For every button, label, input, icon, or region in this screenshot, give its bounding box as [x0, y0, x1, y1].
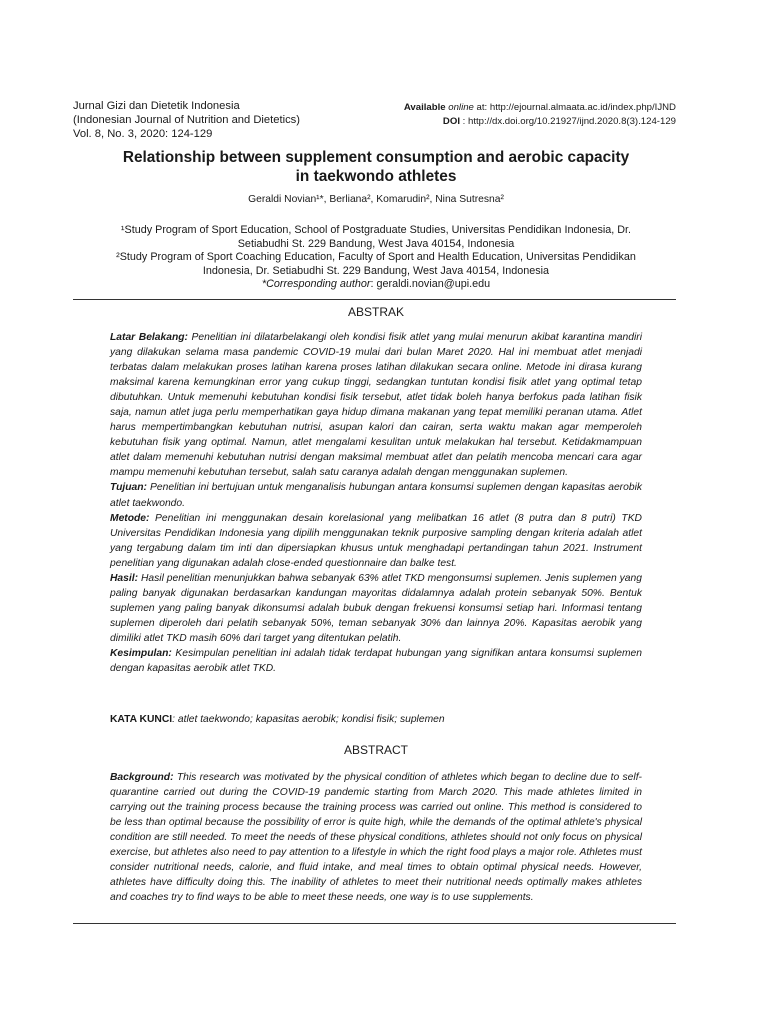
top-divider	[73, 299, 676, 300]
keywords	[110, 714, 650, 725]
doi-label: DOI	[442, 115, 460, 127]
corresponding-author: *Corresponding author: geraldi.novian@upi.edu	[261, 278, 491, 290]
abstrak-metode: Metode: Penelitian ini menggunakan desain korelasional yang melibatkan 16 atlet (8 putra dan 8 putri) TKD Universitas Pendidikan Indonesia yang dipilih menggunakan teknik purposive sampling dengan kriteria adalah atlet yang tergabung dalam tim inti dan dipersiapkan khusus untuk menghadapi pertandingan tahun 2021. Instrument penelitian yang digunakan adalah close-ended questionnaire dan balke test.	[110, 512, 642, 569]
abstrak-heading: ABSTRAK	[347, 305, 404, 319]
journal-header	[73, 99, 300, 141]
abstrak-hasil: Hasil: Hasil penelitian menunjukkan bahwa sebanyak 63% atlet TKD mengonsumsi suplemen. Jenis suplemen yang paling banyak digunakan berdasarkan kandungan mayoritas didalamnya adalah protein sebanyak 50%. Bentuk suplemen yang paling banyak dikonsumsi adalah bubuk dengan frekuensi konsumsi setiap hari. Informasi tentang suplemen diperoleh dari pelatih sebanyak 50%, teman sebanyak 30% dan lainnya 20%. Kapasitas aerobik yang dimiliki atlet TKD masih 60% dari target yang ditentukan pelatih.	[110, 572, 642, 644]
journal-volume: Vol. 8, No. 3, 2020: 124-129	[73, 128, 213, 140]
journal-name: Jurnal Gizi dan Dietetik Indonesia	[73, 100, 240, 112]
author-list: Geraldi Novian¹*, Berliana², Komarudin², Nina Sutresna²	[248, 194, 504, 205]
corresponding-email[interactable]: : geraldi.novian@upi.edu	[370, 278, 491, 290]
abstract-heading: ABSTRACT	[343, 743, 408, 757]
affiliation-2: ²Study Program of Sport Coaching Education, Faculty of Sport and Health Education, Universitas Pendidikan	[116, 251, 636, 263]
affiliation-1: ¹Study Program of Sport Education, School of Postgraduate Studies, Universitas Pendidikan Indonesia, Dr.	[120, 224, 632, 236]
abstract-background: Background: This research was motivated by the physical condition of athletes which began to decline due to self-quarantine carried out during the COVID-19 pandemic starting from March 2020. This made athletes limited in carrying out the training process because the training process was carried out online. This method is considered to be less than optimal because the possibility of error is quite high, while the demands of the optimal athlete's physical condition are still needed. To meet the needs of these physical conditions, athletes should not only focus on physical exercise, but athletes also need to pay attention to a lifestyle in which the right food plays a major role. Athletes must consider nutritional needs, calorie, and fluid intake, and meal times to obtain optimal physical needs. However, athletes have difficulty doing this. The inability of athletes to meet their nutritional needs optimally makes athletes and coaches try to find ways to be able to meet these needs, one way is to use supplements.	[110, 772, 642, 904]
journal-url[interactable]: at: http://ejournal.almaata.ac.id/index.php/IJND	[473, 102, 676, 113]
keywords-label: KATA KUNCI	[110, 714, 173, 725]
journal-links	[404, 101, 676, 128]
paper-title: Relationship between supplement consumption and aerobic capacity in taekwondo athletes	[122, 149, 630, 185]
availability-line: Available online at: http://ejournal.almaata.ac.id/index.php/IJND	[403, 102, 676, 113]
online-word: online	[448, 102, 474, 113]
abstrak-tujuan: Tujuan: Penelitian ini bertujuan untuk menganalisis hubungan antara konsumsi suplemen dengan kapasitas aerobik atlet taekwondo.	[110, 482, 642, 509]
doi-url[interactable]: : http://dx.doi.org/10.21927/ijnd.2020.8(3).124-129	[459, 115, 676, 127]
journal-name-english: (Indonesian Journal of Nutrition and Dietetics)	[73, 114, 300, 126]
keywords-list: : atlet taekwondo; kapasitas aerobik; kondisi fisik; suplemen	[172, 714, 445, 725]
bottom-divider	[73, 923, 676, 924]
doi-line	[404, 115, 676, 129]
abstrak-body	[110, 330, 642, 676]
abstract-body	[110, 770, 642, 905]
affiliations: ¹Study Program of Sport Education, School of Postgraduate Studies, Universitas Pendidikan Indonesia, Dr. Setiabudhi St. 229 Bandung, West Java 40154, Indonesia ²Study Program of Sport Coaching Education, Faculty of Sport and Health Education, Universitas Pendidikan Indonesia, Dr. Setiabudhi St. 229 Bandung, West Java 40154, Indonesia *Corresponding author: geraldi.novian@upi.edu	[70, 224, 682, 292]
abstrak-latar-belakang: Latar Belakang: Penelitian ini dilatarbelakangi oleh kondisi fisik atlet yang mulai menurun akibat karantina mandiri yang dilakukan selama masa pandemic COVID-19 mulai dari bulan Maret 2020. Hal ini membuat atlet menjadi terbatas dalam melakukan proses latihan karena proses latihan dilakukan secara online. Metode ini dirasa kurang maksimal karena kemungkinan error yang cukup tinggi, sedangkan tuntutan kondisi fisik atlet yang optimal tetap dibutuhkan. Untuk memenuhi kebutuhan kondisi fisik tersebut, atlet tidak boleh hanya berfokus pada latihan fisik saja, namun atlet juga perlu memperhatikan gaya hidup dimana makanan yang tepat memiliki peranan utama. Atlet harus mempertimbangkan kebutuhan nutrisi, asupan kalori dan cairan, serta waktu makan agar memperoleh kebutuhan fisik yang optimal. Namun, atlet mengalami kesulitan untuk melakukan hal tersebut. Ketidakmampuan atlet dalam memenuhi kebutuhan nutrisi dengan maksimal membuat atlet dan pelatih mencoba mencari cara agar mampu memenuhi kebutuhan tersebut, salah satu caranya adalah dengan menggunakan suplemen.	[110, 332, 642, 479]
abstrak-kesimpulan: Kesimpulan: Kesimpulan penelitian ini adalah tidak terdapat hubungan yang signifikan antara konsumsi suplemen dengan kapasitas aerobik atlet TKD.	[110, 647, 642, 675]
